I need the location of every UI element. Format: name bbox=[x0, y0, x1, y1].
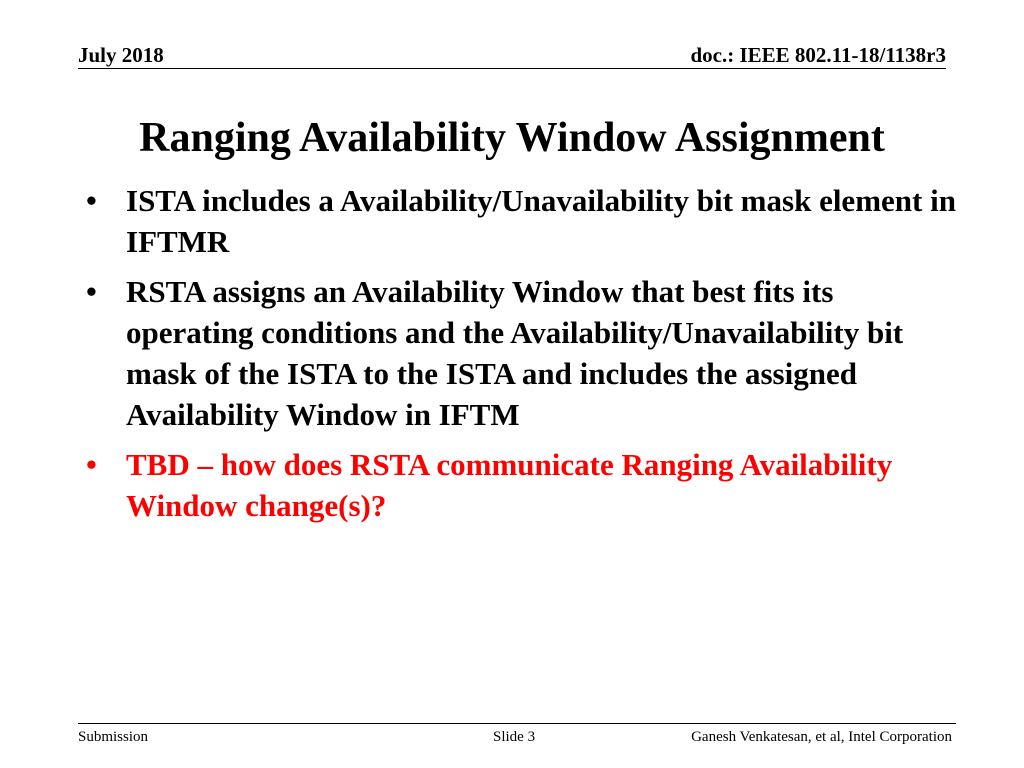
header-doc-id: doc.: IEEE 802.11-18/1138r3 bbox=[690, 43, 946, 67]
footer-author: Ganesh Venkatesan, et al, Intel Corporation bbox=[691, 729, 952, 745]
bullet-list bbox=[84, 180, 964, 535]
bullet-marker: • bbox=[86, 274, 97, 309]
header-divider bbox=[78, 68, 946, 69]
bullet-item-tbd bbox=[84, 444, 964, 526]
bullet-item bbox=[84, 271, 964, 435]
footer-divider bbox=[78, 723, 956, 724]
slide-title: Ranging Availability Window Assignment bbox=[139, 115, 885, 161]
bullet-text: TBD – how does RSTA communicate Ranging Availability Window change(s)? bbox=[126, 447, 893, 523]
bullet-item bbox=[84, 180, 964, 262]
bullet-marker: • bbox=[86, 183, 97, 218]
bullet-text: ISTA includes a Availability/Unavailability bit mask element in IFTMR bbox=[126, 183, 956, 259]
footer-slide-number: Slide 3 bbox=[493, 729, 536, 745]
footer-submission: Submission bbox=[78, 729, 149, 745]
bullet-marker: • bbox=[86, 447, 97, 482]
bullet-text: RSTA assigns an Availability Window that best fits its operating conditions and the Availability/Unavailability bit mask of the ISTA to the ISTA and includes the assigned Availability Window in IFTM bbox=[126, 274, 904, 432]
header-date: July 2018 bbox=[78, 43, 164, 67]
